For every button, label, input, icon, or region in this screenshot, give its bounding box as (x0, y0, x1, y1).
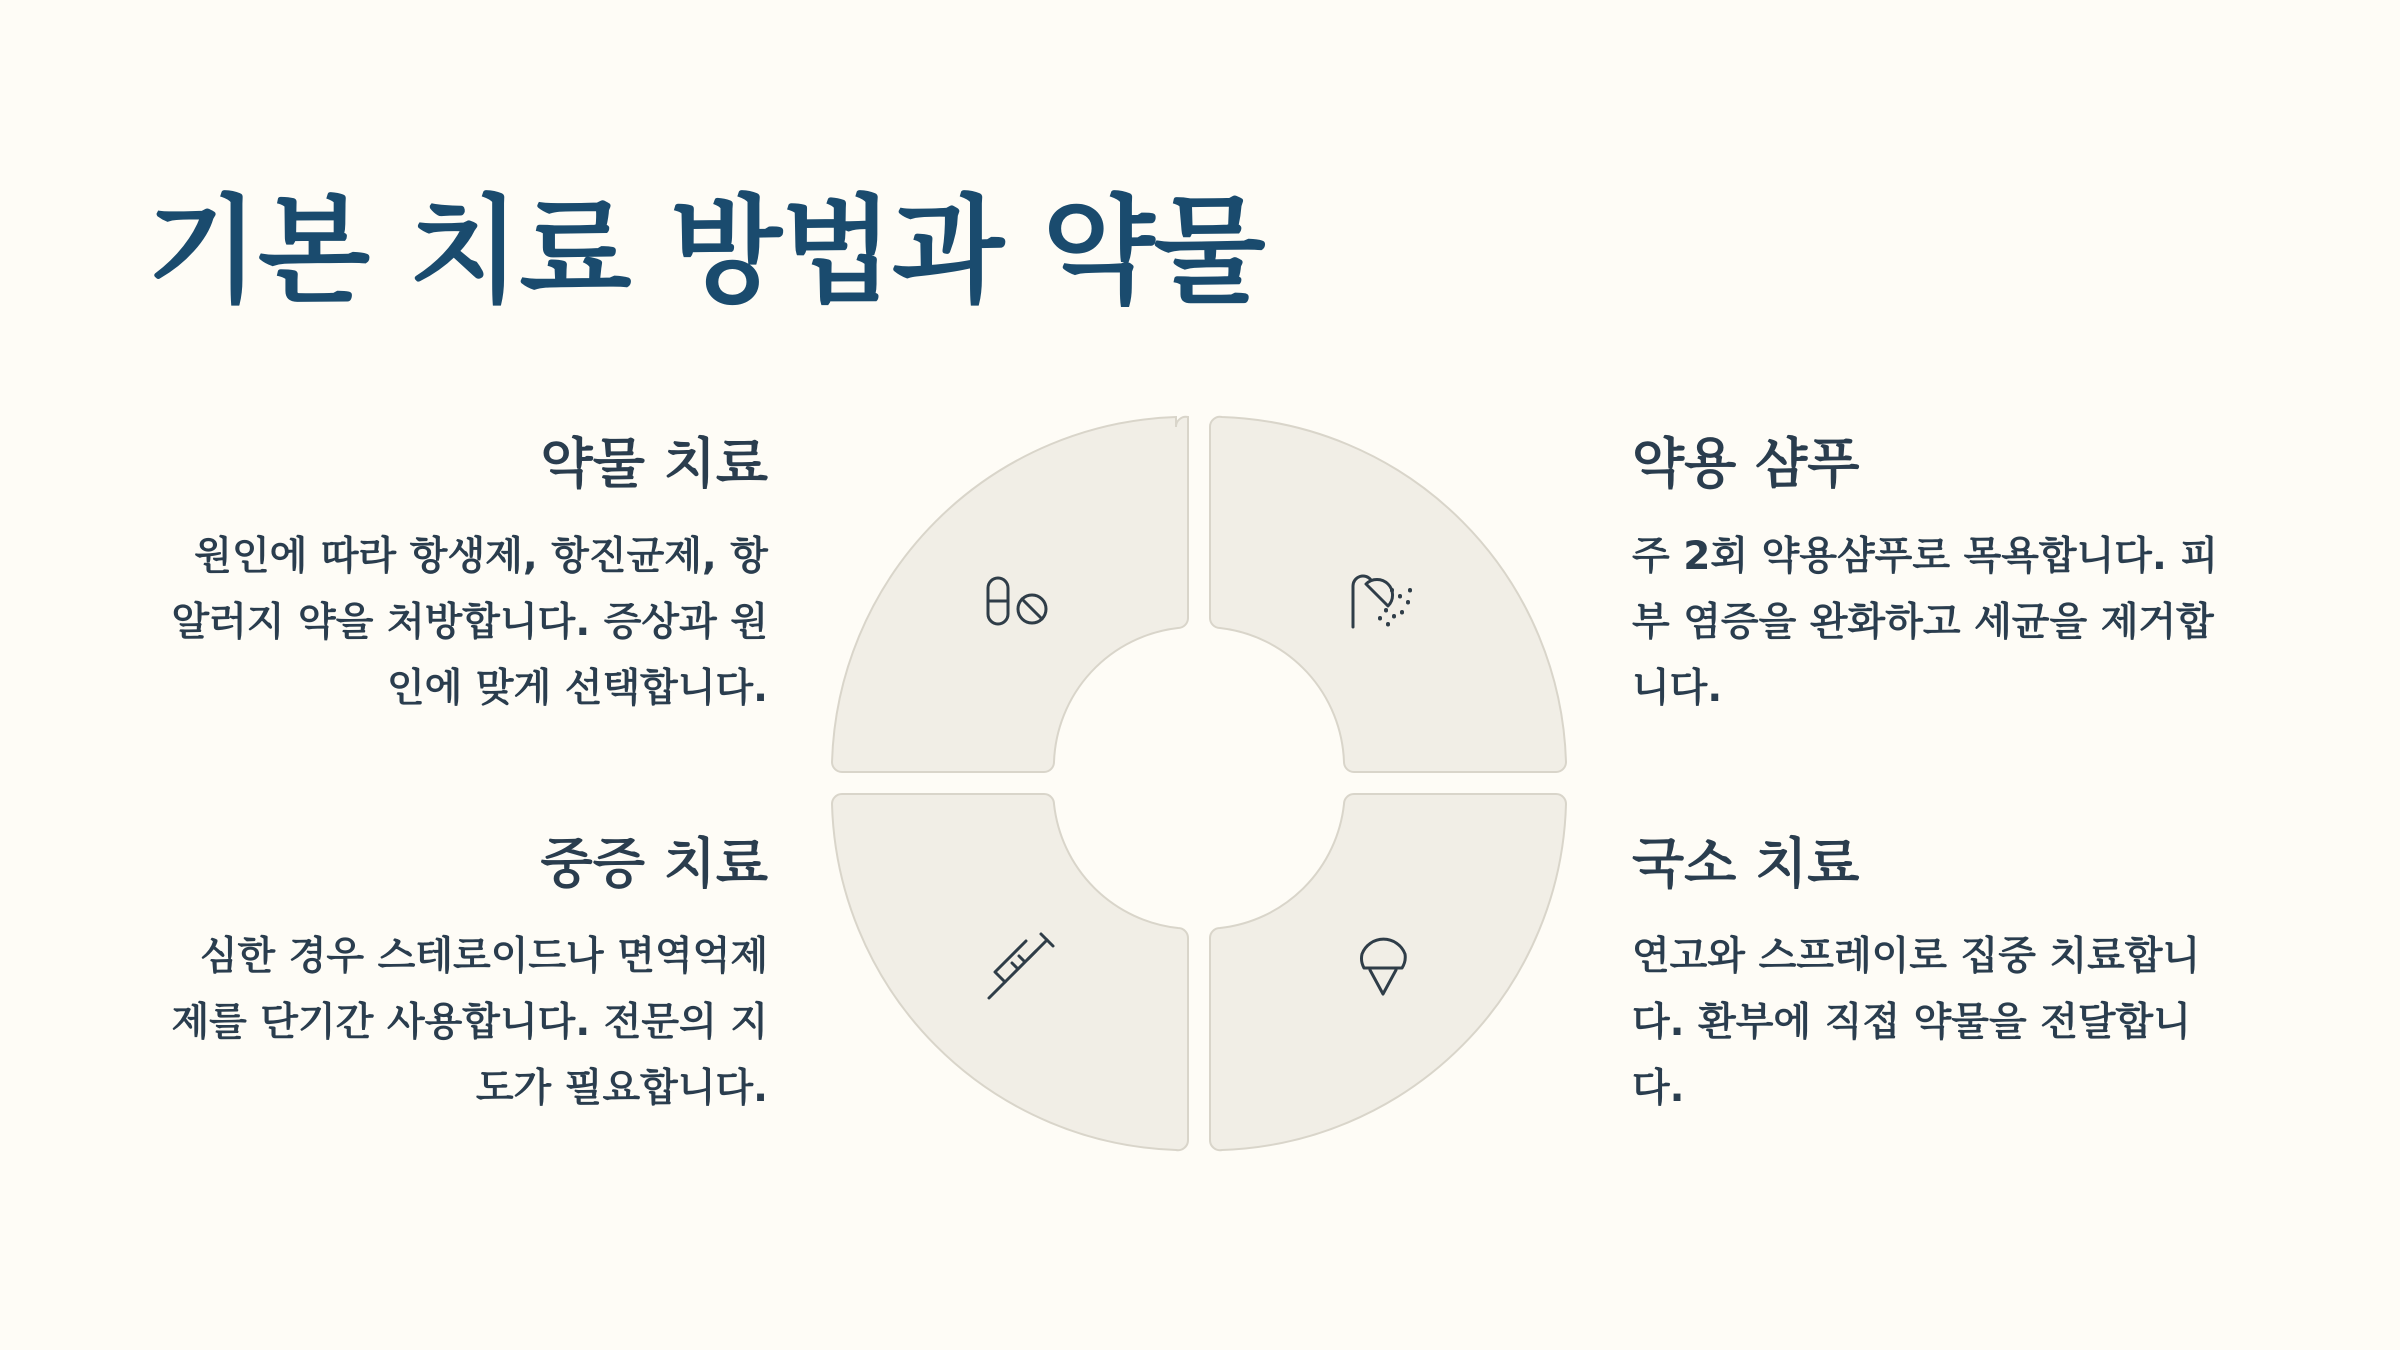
item-body: 연고와 스프레이로 집중 치료합니다. 환부에 직접 약물을 전달합니다. (1632, 933, 2201, 1111)
item-heading: 약용 샴푸 (1632, 432, 1860, 495)
item-heading: 중증 치료 (540, 832, 768, 895)
item-heading: 약물 치료 (540, 432, 768, 495)
wheel-segment-bottom-left (832, 794, 1188, 1150)
wheel-segment-top-left (832, 417, 1188, 772)
item-heading: 국소 치료 (1632, 832, 1860, 895)
wheel-segment-top-right (1210, 417, 1566, 772)
item-body: 주 2회 약용샴푸로 목욕합니다. 피부 염증을 완화하고 세균을 제거합니다. (1632, 533, 2219, 711)
item-body: 원인에 따라 항생제, 항진균제, 항알러지 약을 처방합니다. 증상과 원인에 맞게 선택합니다. (171, 533, 768, 711)
wheel-segment-bottom-right (1210, 794, 1566, 1150)
item-body: 심한 경우 스테로이드나 면역억제제를 단기간 사용합니다. 전문의 지도가 필요합니다. (171, 933, 768, 1111)
page-title: 기본 치료 방법과 약물 (147, 184, 1265, 319)
